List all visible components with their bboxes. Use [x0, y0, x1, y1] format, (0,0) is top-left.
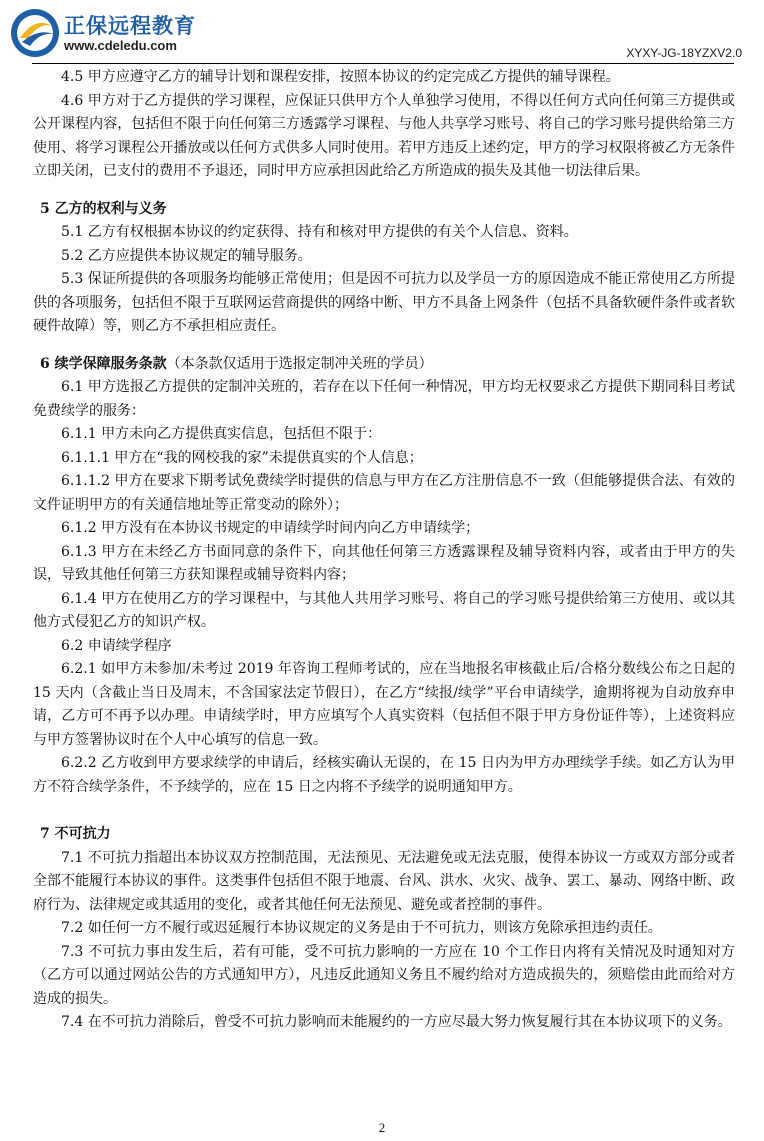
clause-6-1-4: 6.1.4 甲方在使用乙方的学习课程中，与其他人共用学习账号、将自己的学习账号提供给第三方使用、或以其他方式侵犯乙方的知识产权。	[33, 590, 735, 630]
brand-url: www.cdeledu.com	[64, 38, 177, 53]
section-7-title: 7 不可抗力	[40, 826, 111, 842]
clause-6-2: 6.2 申请续学程序	[61, 637, 172, 654]
clause-5-2: 5.2 乙方应提供本协议规定的辅导服务。	[61, 247, 312, 264]
clause-5-1: 5.1 乙方有权根据本协议的约定获得、持有和核对甲方提供的有关个人信息、资料。	[61, 224, 578, 240]
page-number: 2	[378, 1120, 386, 1135]
clause-6-1-1: 6.1.1 甲方未向乙方提供真实信息，包括但不限于：	[61, 426, 382, 442]
clause-6-1-3: 6.1.3 甲方在未经乙方书面同意的条件下，向其他任何第三方透露课程及辅导资料内容，或者由于甲方的失误，导致其他任何第三方获知课程或辅导资料内容；	[33, 543, 735, 583]
clause-4-5: 4.5 甲方应遵守乙方的辅导计划和课程安排，按照本协议的约定完成乙方提供的辅导课程。	[61, 69, 620, 85]
clause-6-1-1-2: 6.1.1.2 甲方在要求下期考试免费续学时提供的信息与甲方在乙方注册信息不一致（但能够提供合法、有效的文件证明甲方的有关通信地址等正常变动的除外）；	[33, 473, 735, 513]
clause-6-2-2: 6.2.2 乙方收到甲方要求续学的申请后，经核实确认无误的，在 15 日内为甲方办理续学手续。如乙方认为甲方不符合续学条件，不予续学的，应在 15 日之内将不予续学的说明通知甲方。	[33, 755, 735, 795]
document-code: XYXY-JG-18YZXV2.0	[626, 46, 742, 60]
page-header	[0, 0, 764, 62]
clause-7-2: 7.2 如任何一方不履行或迟延履行本协议规定的义务是由于不可抗力，则该方免除承担违约责任。	[61, 920, 662, 936]
section-6-note: （本条款仅适用于选报定制冲关班的学员）	[166, 355, 433, 372]
clause-6-2-1: 6.2.1 如甲方未参加/未考过 2019 年咨询工程师考试的，应在当地报名审核截止后/合格分数线公布之日起的 15 天内（含截止当日及周末，不含国家法定节假日），在乙方“续报/续学”平台申请续学，逾期将视为自动放弃申请，乙方可不再予以办理。申请续学时，甲方应填写个人真实资料（包括但不限于甲方身份证件等），上述资料应与甲方签署协议时在个人中心填写的信息一致。	[33, 661, 735, 748]
clause-6-1-2: 6.1.2 甲方没有在本协议书规定的申请续学时间内向乙方申请续学；	[61, 520, 480, 536]
clause-7-1: 7.1 不可抗力指超出本协议双方控制范围，无法预见、无法避免或无法克服，使得本协议一方或双方部分或者全部不能履行本协议的事件。这类事件包括但不限于地震、台风、洪水、火灾、战争、罢工、暴动、网络中断、政府行为、法律规定或其适用的变化，或者其他任何无法预见、避免或者控制的事件。	[33, 849, 735, 913]
cdeledu-logo-icon	[10, 8, 60, 58]
clause-7-3: 7.3 不可抗力事由发生后，若有可能，受不可抗力影响的一方应在 10 个工作日内将有关情况及时通知对方（乙方可以通过网站公告的方式通知甲方），凡违反此通知义务且不履约给对方造成损失的，须赔偿由此而给对方造成的损失。	[33, 943, 735, 1007]
clause-4-6: 4.6 甲方对于乙方提供的学习课程，应保证只供甲方个人单独学习使用，不得以任何方式向任何第三方提供或公开课程内容，包括但不限于向任何第三方透露学习课程、与他人共享学习账号、将自己的学习账号提供给第三方使用、将学习课程公开播放或以任何方式供多人同时使用。若甲方违反上述约定，甲方的学习权限将被乙方无条件立即关闭，已支付的费用不予退还，同时甲方应承担因此给乙方所造成的损失及其他一切法律后果。	[33, 92, 735, 179]
clause-7-4: 7.4 在不可抗力消除后，曾受不可抗力影响而未能履约的一方应尽最大努力恢复履行其在本协议项下的义务。	[61, 1014, 732, 1030]
document-body	[33, 66, 735, 1035]
section-6-title: 6 续学保障服务条款	[40, 355, 167, 372]
clause-5-3: 5.3 保证所提供的各项服务均能够正常使用；但是因不可抗力以及学员一方的原因造成不能正常使用乙方所提供的各项服务，包括但不限于互联网运营商提供的网络中断、甲方不具备上网条件（包括不具备软硬件条件或者软硬件故障）等，则乙方不承担相应责任。	[33, 271, 735, 334]
brand-name: 正保远程教育	[64, 14, 196, 38]
section-6-heading	[33, 353, 735, 377]
clause-6-1-1-1: 6.1.1.1 甲方在“我的网校我的家”未提供真实的个人信息；	[61, 449, 423, 466]
section-5-title: 5 乙方的权利与义务	[40, 200, 167, 217]
header-divider	[32, 63, 734, 64]
clause-6-1: 6.1 甲方选报乙方提供的定制冲关班的，若存在以下任何一种情况，甲方均无权要求乙方提供下期同科目考试免费续学的服务：	[33, 379, 735, 419]
